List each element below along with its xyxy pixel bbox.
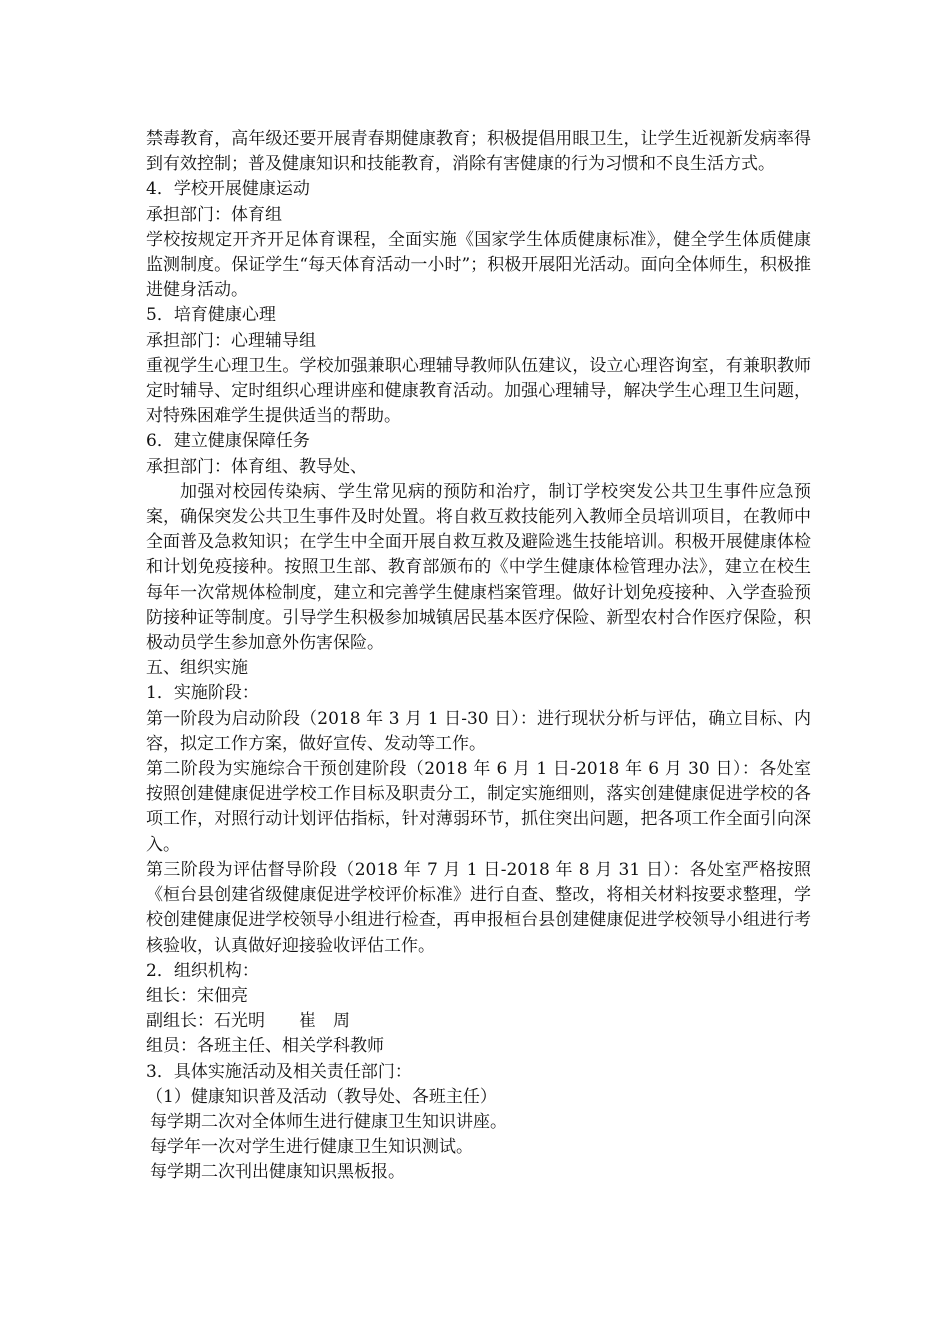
section-6-department: 承担部门：体育组、教导处、 [146, 456, 367, 477]
document-page [146, 127, 811, 1186]
section-five-heading: 五、组织实施 [146, 658, 248, 679]
org-heading: 2．组织机构： [146, 960, 259, 981]
phase-heading: 1．实施阶段： [146, 683, 259, 704]
section-5-department: 承担部门：心理辅导组 [146, 330, 316, 351]
activity-1-title: （1）健康知识普及活动（教导处、各班主任） [146, 1086, 497, 1107]
section-4-heading: 4．学校开展健康运动 [146, 179, 310, 200]
section-4-body: 学校按规定开齐开足体育课程，全面实施《国家学生体质健康标准》，健全学生体质健康监测制度。保证学生“每天体育活动一小时”；积极开展阳光活动。面向全体师生，积极推进健身活动。 [146, 229, 811, 301]
activities-heading: 3．具体实施活动及相关责任部门： [146, 1061, 412, 1082]
org-leader: 组长：宋佃亮 [146, 985, 248, 1006]
org-members: 组员：各班主任、相关学科教师 [146, 1036, 384, 1057]
list-item: 每学期二次对全体师生进行健康卫生知识讲座。 [150, 1111, 507, 1132]
list-item: 每学期二次刊出健康知识黑板报。 [150, 1162, 405, 1183]
org-vice-leader: 副组长：石光明 崔 周 [146, 1011, 350, 1032]
section-6-heading: 6．建立健康保障任务 [146, 431, 310, 452]
activity-1-block [146, 1085, 811, 1186]
section-5-body: 重视学生心理卫生。学校加强兼职心理辅导教师队伍建议，设立心理咨询室，有兼职教师定时辅导、定时组织心理讲座和健康教育活动。加强心理辅导，解决学生心理卫生问题，对特殊困难学生提供适当的帮助。 [146, 355, 811, 427]
phase-2: 第二阶段为实施综合干预创建阶段（2018 年 6 月 1 日-2018 年 6 月 30 日）：各处室按照创建健康促进学校工作目标及职责分工，制定实施细则，落实创建健康促进学校的各项工作，对照行动计划评估指标，针对薄弱环节，抓住突出问题，把各项工作全面引向深入。 [146, 759, 811, 855]
paragraph-drug-education: 禁毒教育，高年级还要开展青春期健康教育；积极提倡用眼卫生，让学生近视新发病率得到有效控制；普及健康知识和技能教育，消除有害健康的行为习惯和不良生活方式。 [146, 129, 811, 175]
section-4-department: 承担部门：体育组 [146, 204, 282, 225]
phase-3: 第三阶段为评估督导阶段（2018 年 7 月 1 日-2018 年 8 月 31 日）：各处室严格按照《桓台县创建省级健康促进学校评价标准》进行自查、整改，将相关材料按要求整理，学校创建健康促进学校领导小组进行检查，再申报桓台县创建健康促进学校领导小组进行考核验收，认真做好迎接验收评估工作。 [146, 859, 811, 956]
section-5-heading: 5．培育健康心理 [146, 305, 276, 326]
phase-1: 第一阶段为启动阶段（2018 年 3 月 1 日-30 日）：进行现状分析与评估，确立目标、内容，拟定工作方案，做好宣传、发动等工作。 [146, 708, 811, 754]
section-6-body: 加强对校园传染病、学生常见病的预防和治疗，制订学校突发公共卫生事件应急预案，确保突发公共卫生事件及时处置。将自救互救技能列入教师全员培训项目，在教师中全面普及急救知识；在学生中全面开展自救互救及避险逃生技能培训。积极开展健康体检和计划免疫接种。按照卫生部、教育部颁布的《中学生健康体检管理办法》，建立在校生每年一次常规体检制度，建立和完善学生健康档案管理。做好计划免疫接种、入学查验预防接种证等制度。引导学生积极参加城镇居民基本医疗保险、新型农村合作医疗保险，积极动员学生参加意外伤害保险。 [146, 481, 811, 654]
list-item: 每学年一次对学生进行健康卫生知识测试。 [150, 1137, 473, 1158]
